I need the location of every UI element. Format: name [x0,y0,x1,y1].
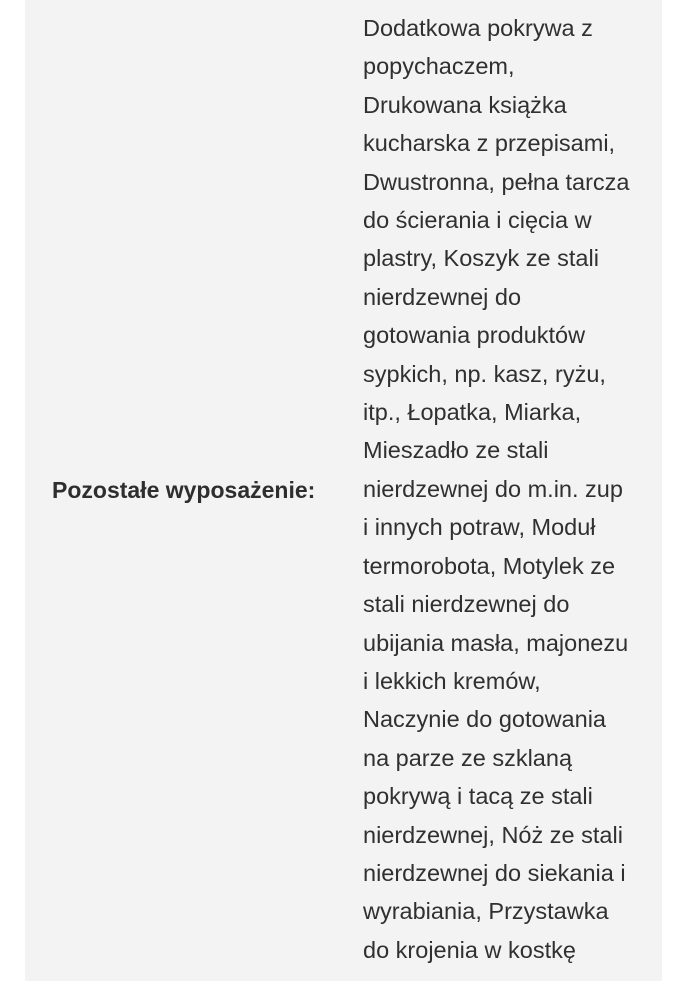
spec-value-line: popychaczem, [363,53,515,80]
spec-value-line: do ścierania i cięcia w [363,207,592,234]
spec-value-line: pokrywą i tacą ze stali [363,783,593,810]
spec-value-line: wyrabiania, Przystawka [363,898,609,925]
spec-value-line: stali nierdzewnej do [363,591,570,618]
spec-value-line: nierdzewnej do [363,283,522,310]
spec-value-line: ubijania masła, majonezu [363,629,629,656]
spec-value-line: termorobota, Motylek ze [363,552,616,579]
spec-value-line: i innych potraw, Moduł [363,514,596,541]
spec-row [25,0,662,981]
spec-value-line: nierdzewnej do siekania i [363,859,626,886]
spec-value-line: plastry, Koszyk ze stali [363,245,599,272]
spec-value [363,9,648,969]
spec-value-line: nierdzewnej, Nóż ze stali [363,821,623,848]
spec-value-line: do krojenia w kostkę [363,936,576,963]
spec-label-text: Pozostałe wyposażenie: [52,477,316,503]
spec-value-line: na parze ze szklaną [363,744,573,771]
spec-value-line: Naczynie do gotowania [363,706,606,733]
spec-value-line: nierdzewnej do m.in. zup [363,475,623,502]
spec-value-line: Dodatkowa pokrywa z [363,15,593,41]
spec-value-line: kucharska z przepisami, [363,130,616,157]
spec-value-line: i lekkich kremów, [363,667,541,694]
spec-label [52,0,352,981]
spec-value-line: Dwustronna, pełna tarcza [363,168,630,195]
spec-value-line: Mieszadło ze stali [363,437,549,464]
spec-value-line: sypkich, np. kasz, ryżu, [363,360,606,387]
spec-value-line: Drukowana książka [363,91,567,118]
spec-value-line: itp., Łopatka, Miarka, [363,399,582,426]
spec-value-line: gotowania produktów [363,322,586,349]
